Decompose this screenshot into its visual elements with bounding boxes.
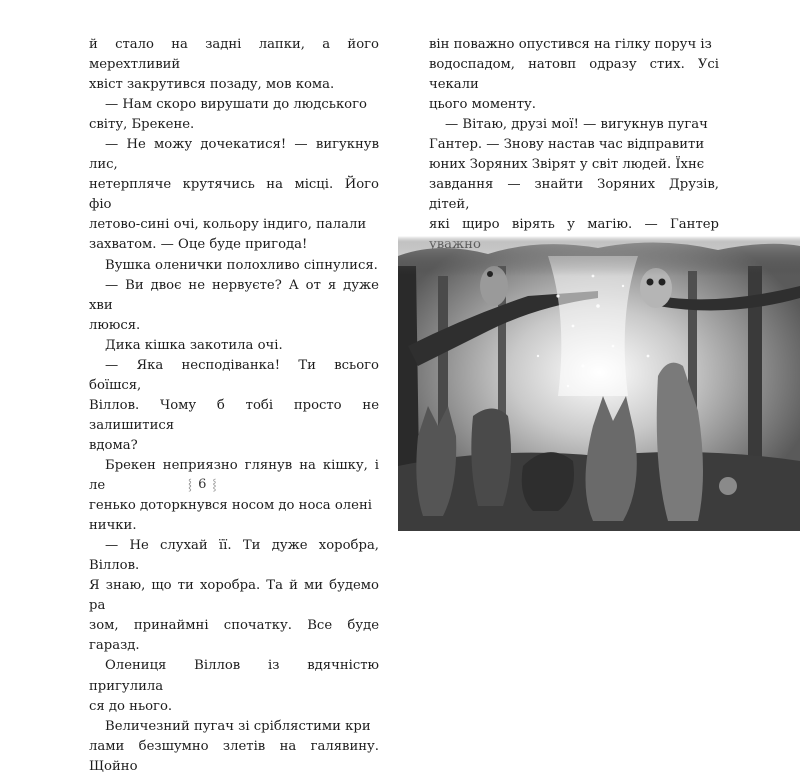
right-column-line: завдання — знайти Зоряних Друзів, дітей, [429, 177, 719, 213]
left-column-line: нетерпляче крутячись на місці. Його фіо [89, 177, 379, 213]
left-column-line: зом, принаймні спочатку. Все буде гаразд. [89, 618, 379, 654]
page-number-value: 6 [198, 477, 208, 492]
left-column-line: Величезний пугач зі сріблястими кри [105, 718, 371, 734]
left-column-line: Брекен неприязно глянув на кішку, і ле [89, 457, 379, 494]
right-column-line: він поважно опустився на гілку поруч із [429, 37, 712, 52]
left-column-line: генько доторкнувся носом до носа олені [89, 498, 372, 514]
left-column-line: й стало на задні лапки, а його мерехтливий [89, 37, 379, 73]
left-column-line: захватом. — Оце буде пригода! [89, 237, 308, 253]
left-column-line: вдома? [89, 437, 138, 453]
left-column-line: Я знаю, що ти хоробра. Та й ми будемо ра [89, 578, 379, 614]
right-column-line: водоспадом, натовп одразу стих. Усі чекали [429, 57, 719, 93]
left-column-line: — Не слухай її. Ти дуже хоробра, Віллов. [89, 538, 379, 574]
left-column-line: — Нам скоро вирушати до людського [105, 97, 367, 113]
right-column-line: юних Зоряних Звірят у світ людей. Їхнє [429, 157, 705, 173]
right-column-line: Гантер. — Знову настав час відправити [429, 137, 705, 153]
left-column-line: нички. [89, 518, 137, 534]
left-column-line: летово-сині очі, кольору індиго, палали [89, 217, 367, 233]
left-column-line: Олениця Віллов із вдячністю пригулила [89, 658, 379, 694]
forest-animals-illustration-icon [398, 236, 800, 531]
right-column-line: які щиро вірять у магію. — Гантер [429, 217, 719, 233]
left-column-line: Дика кішка закотила очі. [105, 337, 283, 353]
left-column-line: Вушка оленички полохливо сіпнулися. [105, 257, 378, 273]
left-column-line: ся до нього. [89, 698, 173, 714]
left-column-line: хвіст закрутився позаду, мов кома. [89, 77, 335, 93]
left-column-line: Віллов. Чому б тобі просто не залишитися [89, 397, 379, 433]
right-column-line: цього моменту. [429, 97, 536, 113]
left-text-column [89, 35, 379, 777]
left-column-line: світу, Брекене. [89, 117, 195, 133]
ornament-left-icon: ⸾ [188, 478, 193, 491]
left-column-line: лююся. [89, 317, 141, 333]
right-column-line: — Вітаю, друзі мої! — вигукнув пугач [445, 117, 708, 133]
left-column-line: — Яка несподіванка! Ти всього боїшся, [89, 357, 379, 393]
page-number [188, 477, 217, 492]
left-column-line: — Не можу дочекатися! — вигукнув лис, [89, 137, 379, 173]
left-column-line: лами безшумно злетів на галявину. Щойно [89, 738, 379, 774]
ornament-right-icon: ⸾ [212, 478, 218, 491]
left-column-line: — Ви двоє не нервуєте? А от я дуже хви [89, 277, 379, 313]
